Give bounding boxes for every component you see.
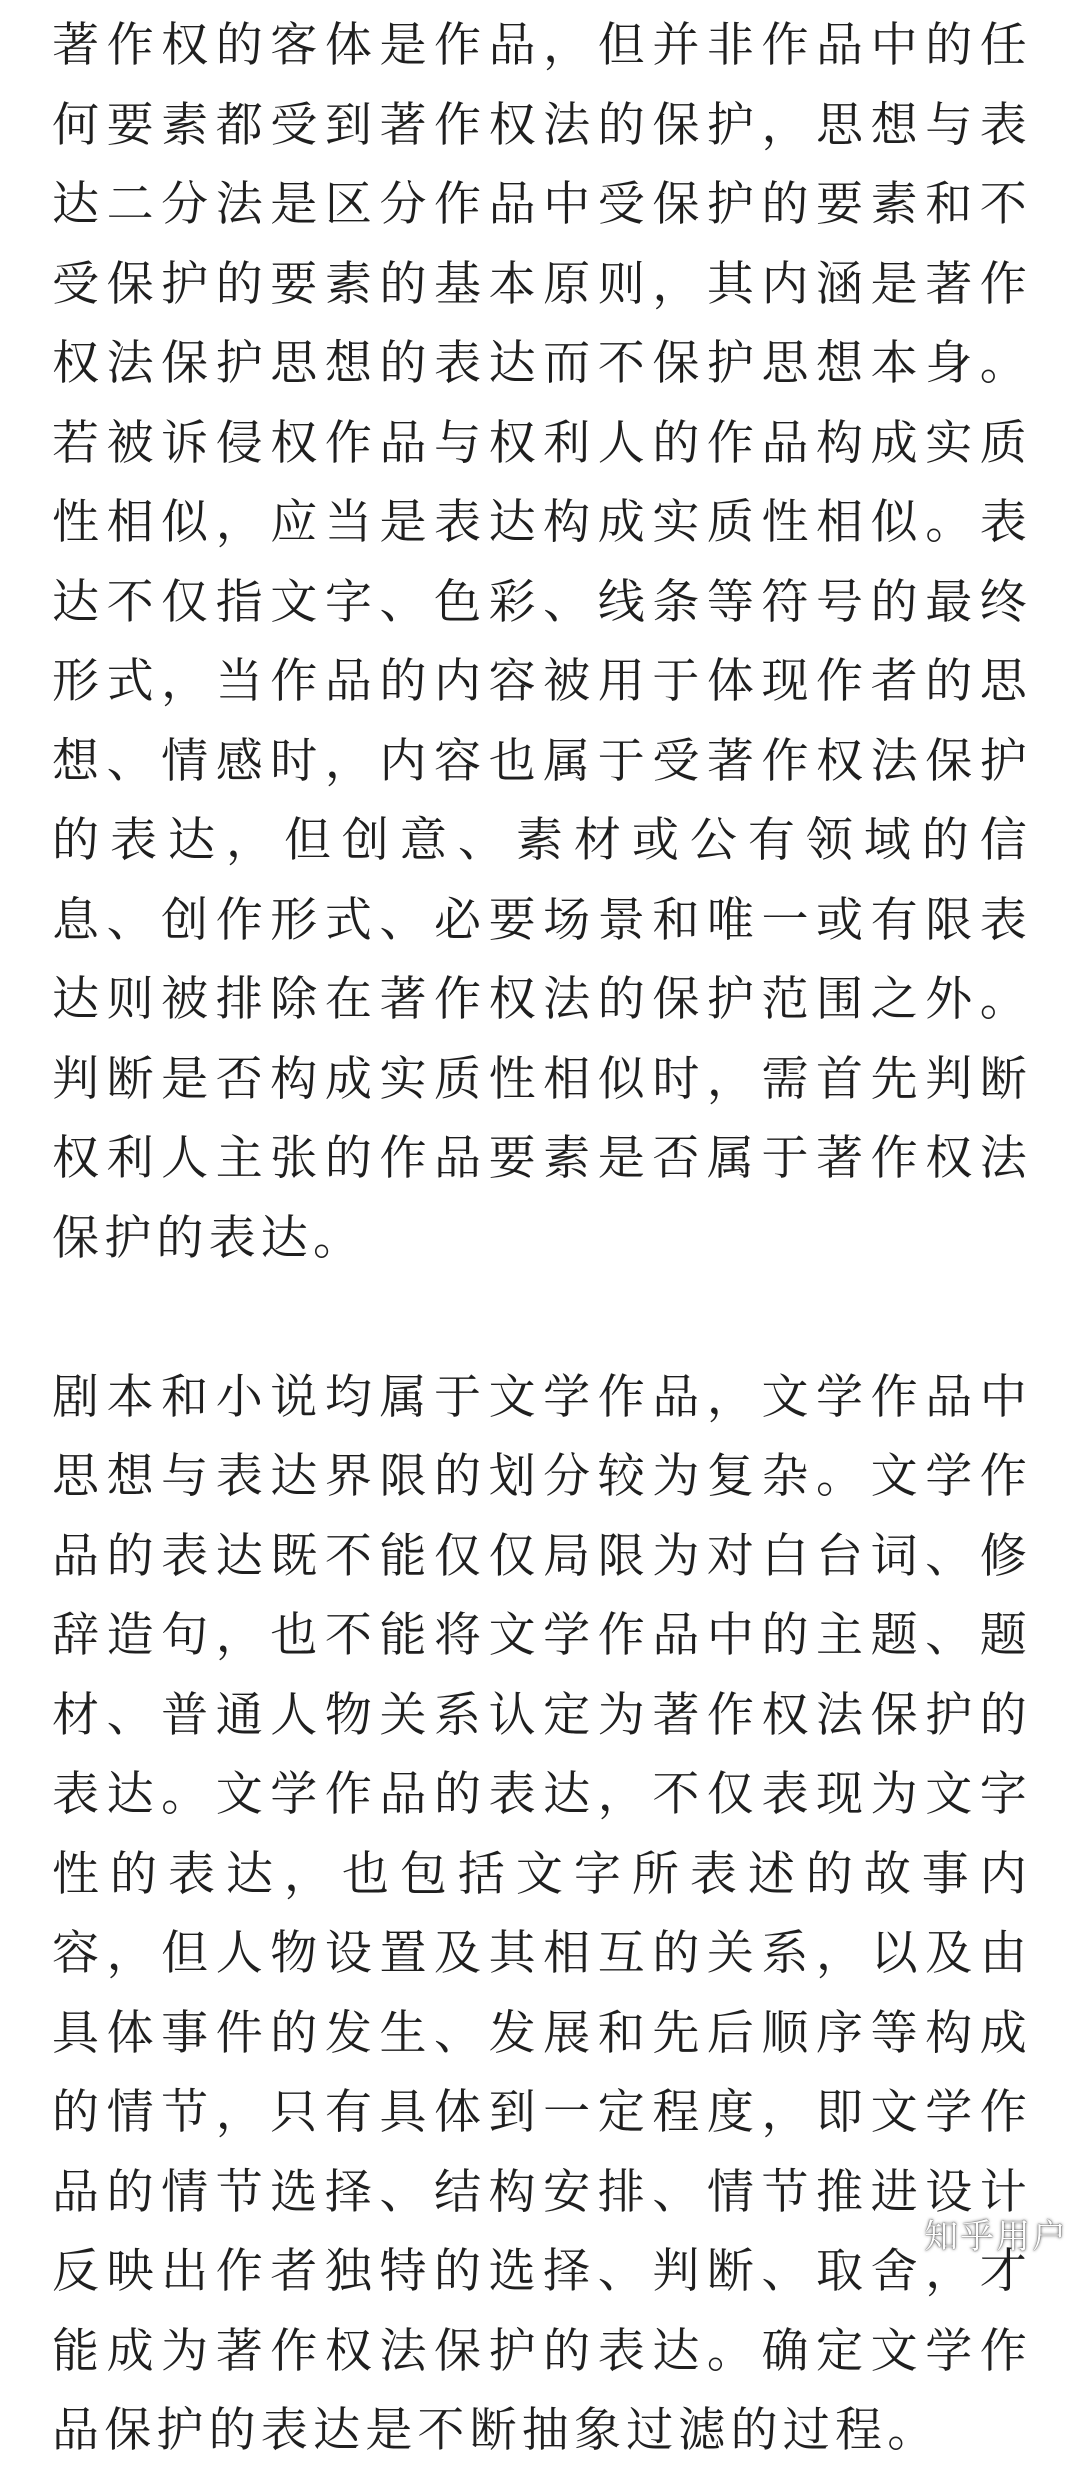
paragraph-2: 剧本和小说均属于文学作品，文学作品中思想与表达界限的划分较为复杂。文学作品的表达既不能仅仅局限为对白台词、修辞造句，也不能将文学作品中的主题、题材、普通人物关系认定为著作权法保护的表达。文学作品的表达，不仅表现为文字性的表达，也包括文字所表述的故事内容，但人物设置及其相互的关系，以及由具体事件的发生、发展和先后顺序等构成的情节，只有具体到一定程度，即文学作品的情节选择、结构安排、情节推进设计反映出作者独特的选择、判断、取舍，才能成为著作权法保护的表达。确定文学作品保护的表达是不断抽象过滤的过程。 (52, 1369, 1032, 2458)
zhihu-watermark: 知乎用户 (924, 2217, 1068, 2257)
paragraph-1: 著作权的客体是作品，但并非作品中的任何要素都受到著作权法的保护，思想与表达二分法是区分作品中受保护的要素和不受保护的要素的基本原则，其内涵是著作权法保护思想的表达而不保护思想本身。若被诉侵权作品与权利人的作品构成实质性相似，应当是表达构成实质性相似。表达不仅指文字、色彩、线条等符号的最终形式，当作品的内容被用于体现作者的思想、情感时，内容也属于受著作权法保护的表达，但创意、素材或公有领域的信息、创作形式、必要场景和唯一或有限表达则被排除在著作权法的保护范围之外。判断是否构成实质性相似时，需首先判断权利人主张的作品要素是否属于著作权法保护的表达。 (52, 18, 1032, 1266)
article-body (52, 6, 1032, 2471)
